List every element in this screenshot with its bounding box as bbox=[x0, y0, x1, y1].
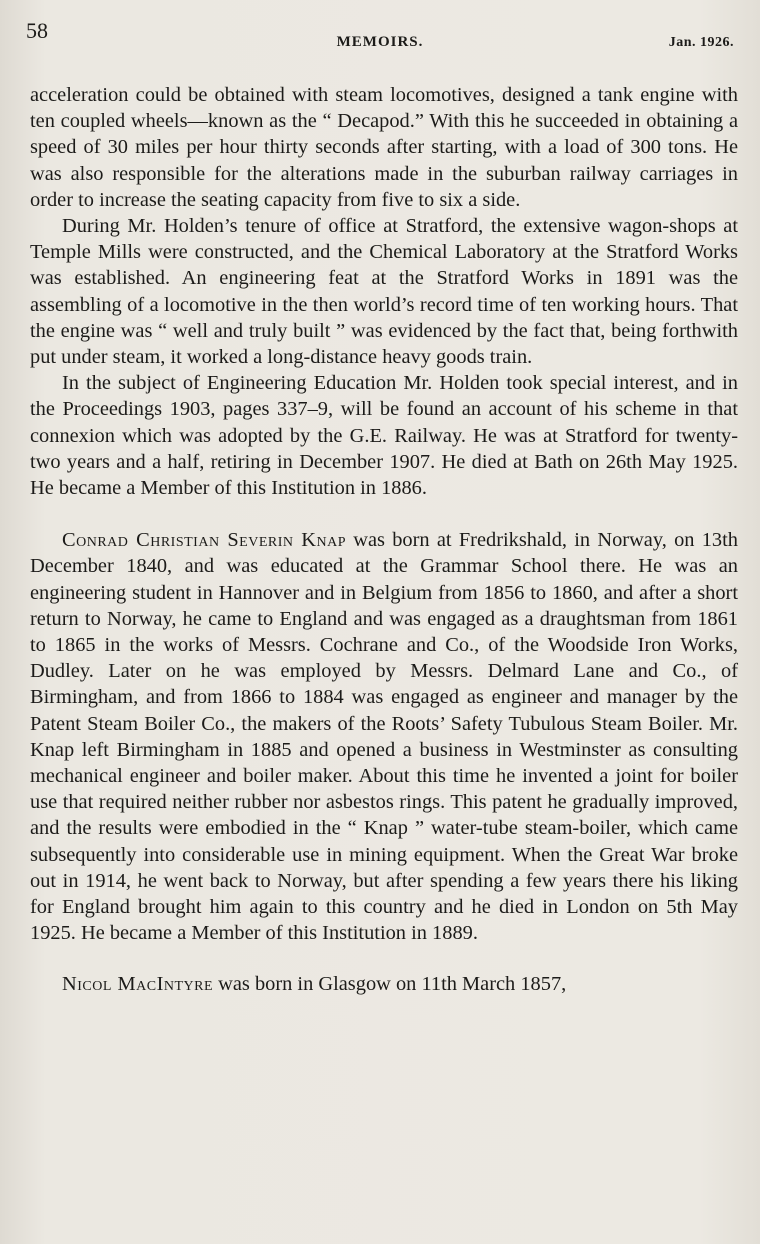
journal-title: MEMOIRS. bbox=[336, 34, 424, 50]
issue-date: Jan. 1926. bbox=[668, 35, 734, 50]
page-number: 58 bbox=[26, 18, 48, 43]
holden-paragraph-1: acceleration could be obtained with steam locomotives, designed a tank engine with ten coupled wheels—known as the “ Decapod.” With this he succeeded in obtaining a speed of 30 miles per hour thirty seconds after starting, with a load of 300 tons. He was also responsible for the alterations made in the suburban railway carriages in order to increase the seating capacity from five to six a side. bbox=[30, 84, 738, 211]
body-text bbox=[30, 82, 738, 997]
holden-paragraph-2: During Mr. Holden’s tenure of office at Stratford, the extensive wagon-shops at Temple Mills were constructed, and the Chemical Laboratory at the Stratford Works was established. An engineering feat at the Stratford Works in 1891 was the assembling of a locomotive in the then world’s record time of ten working hours. That the engine was “ well and truly built ” was evidenced by the fact that, being forthwith put under steam, it worked a long-distance heavy goods train. bbox=[30, 215, 738, 369]
running-head bbox=[26, 18, 734, 58]
knap-memoir bbox=[30, 527, 738, 946]
knap-text: was born at Fredrikshald, in Norway, on 13th December 1840, and was educated at the Grammar School there. He was an engineering student in Hannover and in Belgium from 1856 to 1860, and after a short return to Norway, he came to England and was engaged as a draughtsman from 1861 to 1865 in the works of Messrs. Cochrane and Co., of the Woodside Iron Works, Dudley. Later on he was employed by Messrs. Delmard Lane and Co., of Birmingham, and from 1866 to 1884 was engaged as engineer and manager by the Patent Steam Boiler Co., the makers of the Roots’ Safety Tubulous Steam Boiler. Mr. Knap left Birmingham in 1885 and opened a business in Westminster as consulting mechanical engineer and boiler maker. About this time he invented a joint for boiler use that required neither rubber nor asbestos rings. This patent he gradually improved, and the results were embodied in the “ Knap ” water-tube steam-boiler, which came subsequently into considerable use in mining equipment. When the Great War broke out in 1914, he went back to Norway, but after spending a few years there his liking for England brought him again to this country and he died in London on 5th May 1925. He became a Member of this Institution in 1889. bbox=[30, 529, 738, 945]
macintyre-memoir bbox=[30, 971, 738, 997]
macintyre-text: was born in Glasgow on 11th March 1857, bbox=[213, 972, 567, 995]
macintyre-name: Nicol MacIntyre bbox=[62, 972, 214, 995]
knap-name: Conrad Christian Severin Knap bbox=[62, 529, 346, 552]
holden-paragraph-3: In the subject of Engineering Education Mr. Holden took special interest, and in the Proceedings 1903, pages 337–9, will be found an account of his scheme in that connexion which was adopted by the G.E. Railway. He was at Stratford for twenty-two years and a half, retiring in December 1907. He died at Bath on 26th May 1925. He became a Member of this Institution in 1886. bbox=[30, 372, 738, 500]
